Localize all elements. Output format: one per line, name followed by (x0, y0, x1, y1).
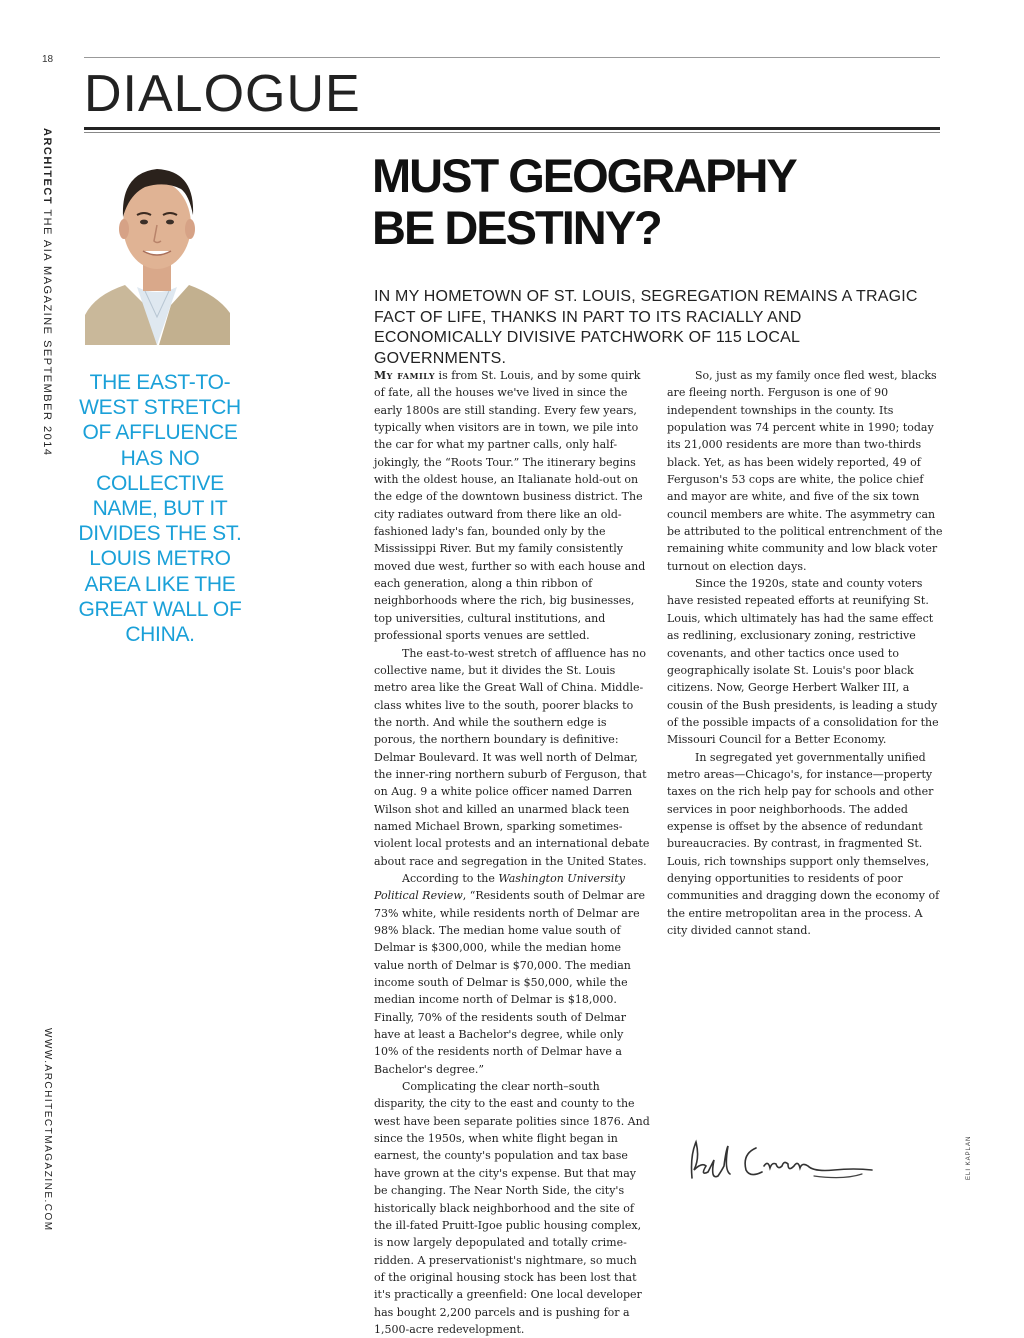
photo-credit: ELI KAPLAN (966, 1135, 972, 1180)
page-number: 18 (42, 54, 54, 65)
headline-line-1: MUST GEOGRAPHY (372, 149, 796, 202)
dek: IN MY HOMETOWN OF ST. LOUIS, SEGREGATION REMAINS A TRAGIC FACT OF LIFE, THANKS IN PART TO ITS RACIALLY AND ECONOMICALLY DIVISIVE PATCHWORK OF 115 LOCAL GOVERNMENTS. (374, 288, 918, 367)
paragraph-3-text-b: , “Residents south of Delmar are 73% white, while residents north of Delmar are 98% black. The median home value south of Delmar is $300,000, while the median home value north of Delmar is $70,000. The median income south of Delmar is $50,000, while the median income north of Delmar is $18,000. Finally, 70% of the residents south of Delmar have at least a Bachelor's degree, while only 10% of the residents north of Delmar have a Bachelor's degree.” (374, 889, 645, 1076)
paragraph-3-text-a: According to the (402, 871, 499, 885)
paragraph-4: Complicating the clear north–south disparity, the city to the east and county to the west have been separate polities since 1876. And since the 1950s, when white flight began in earnest, the county's population and tax base have grown at the city's expense. But that may be changing. The Near North Side, the city's historically black neighborhood and the site of the ill-fated Pruitt-Igoe public housing complex, is now largely depopulated and totally crime-ridden. A preservationist's nightmare, so much of the original housing stock has been lost that it's practically a greenfield: One local developer has bought 2,200 parcels and is pushing for a 1,500-acre redevelopment. (374, 1080, 650, 1336)
article-column-2 (667, 367, 943, 939)
headline (372, 150, 932, 254)
section-rule-thick (84, 127, 940, 130)
lead-in: My family (374, 369, 436, 382)
masthead-brand: ARCHITECT (41, 128, 53, 206)
article-column-1 (374, 367, 650, 1338)
signature-scribble (684, 1136, 878, 1184)
top-rule (84, 57, 940, 58)
section-rule-thin (84, 132, 940, 133)
paragraph-1-text: is from St. Louis, and by some quirk of fate, all the houses we've lived in since the early 1800s are still standing. Every few years, typically when visitors are in town, we pile into the car for what my partner calls, only half-jokingly, the “Roots Tour.” The itinerary begins with the oldest house, an Italianate hold-out on the edge of the downtown business district. The city radiates outward from there like an old-fashioned lady's fan, bounded only by the Mississippi River. But my family consistently moved due west, further so with each house and each generation, along a thin ribbon of neighborhoods where the rich, big businesses, top universities, cultural institutions, and professional sports venues are settled. (374, 369, 646, 643)
pull-quote: THE EAST-TO-WEST STRETCH OF AFFLUENCE HAS NO COLLECTIVE NAME, BUT IT DIVIDES THE ST. LOUIS METRO AREA LIKE THE GREAT WALL OF CHINA. (78, 371, 242, 647)
section-title: DIALOGUE (84, 65, 361, 123)
paragraph-5: So, just as my family once fled west, blacks are fleeing north. Ferguson is one of 90 independent townships in the county. Its population was 74 percent white in 1990; today its 21,000 residents are more than two-thirds black. Yet, as has been widely reported, 49 of Ferguson's 53 cops are white, the police chief and mayor are white, and five of the six town council members are white. The asymmetry can be attributed to the political entrenchment of the remaining white community and low black voter turnout on election days. (667, 369, 943, 573)
masthead-issue: SEPTEMBER 2014 (41, 340, 53, 457)
headline-line-2: BE DESTINY? (372, 201, 661, 254)
author-signature (684, 1136, 878, 1184)
magazine-url: WWW.ARCHITECTMAGAZINE.COM (42, 1028, 53, 1232)
paragraph-3 (374, 870, 650, 1078)
publication-title: Washington University Political Review (374, 871, 625, 903)
paragraph-7: In segregated yet governmentally unified metro areas—Chicago's, for instance—property taxes on the rich help pay for schools and other services in poor neighborhoods. The added expense is offset by the absence of redundant bureaucracies. By contrast, in fragmented St. Louis, rich townships support only themselves, denying opportunities to residents of poor communities and dragging down the economy of the entire metropolitan area in the process. A city divided cannot stand. (667, 750, 940, 937)
author-portrait-illustration (85, 145, 230, 345)
paragraph-6: Since the 1920s, state and county voters have resisted repeated efforts at reunifying St. Louis, which ultimately has had the same effect as redlining, exclusionary zoning, restrictive covenants, and other tactics once used to geographically isolate St. Louis's poor black citizens. Now, George Herbert Walker III, a cousin of the Bush presidents, is leading a study of the possible impacts of a consolidation for the Missouri Council for a Better Economy. (667, 577, 939, 747)
paragraph-1 (374, 367, 650, 645)
author-photo (85, 145, 230, 345)
vertical-masthead (41, 128, 53, 456)
paragraph-2: The east-to-west stretch of affluence has no collective name, but it divides the St. Louis metro area like the Great Wall of China. Middle-class whites live to the south, poorer blacks to the north. And while the southern edge is porous, the northern boundary is definitive: Delmar Boulevard. It was well north of Delmar, the inner-ring northern suburb of Ferguson, that on Aug. 9 a white police officer named Darren Wilson shot and killed an unarmed black teen named Michael Brown, sparking sometimes-violent local protests and an international debate about race and segregation in the United States. (374, 646, 650, 868)
masthead-subtitle: THE AIA MAGAZINE (41, 209, 53, 336)
